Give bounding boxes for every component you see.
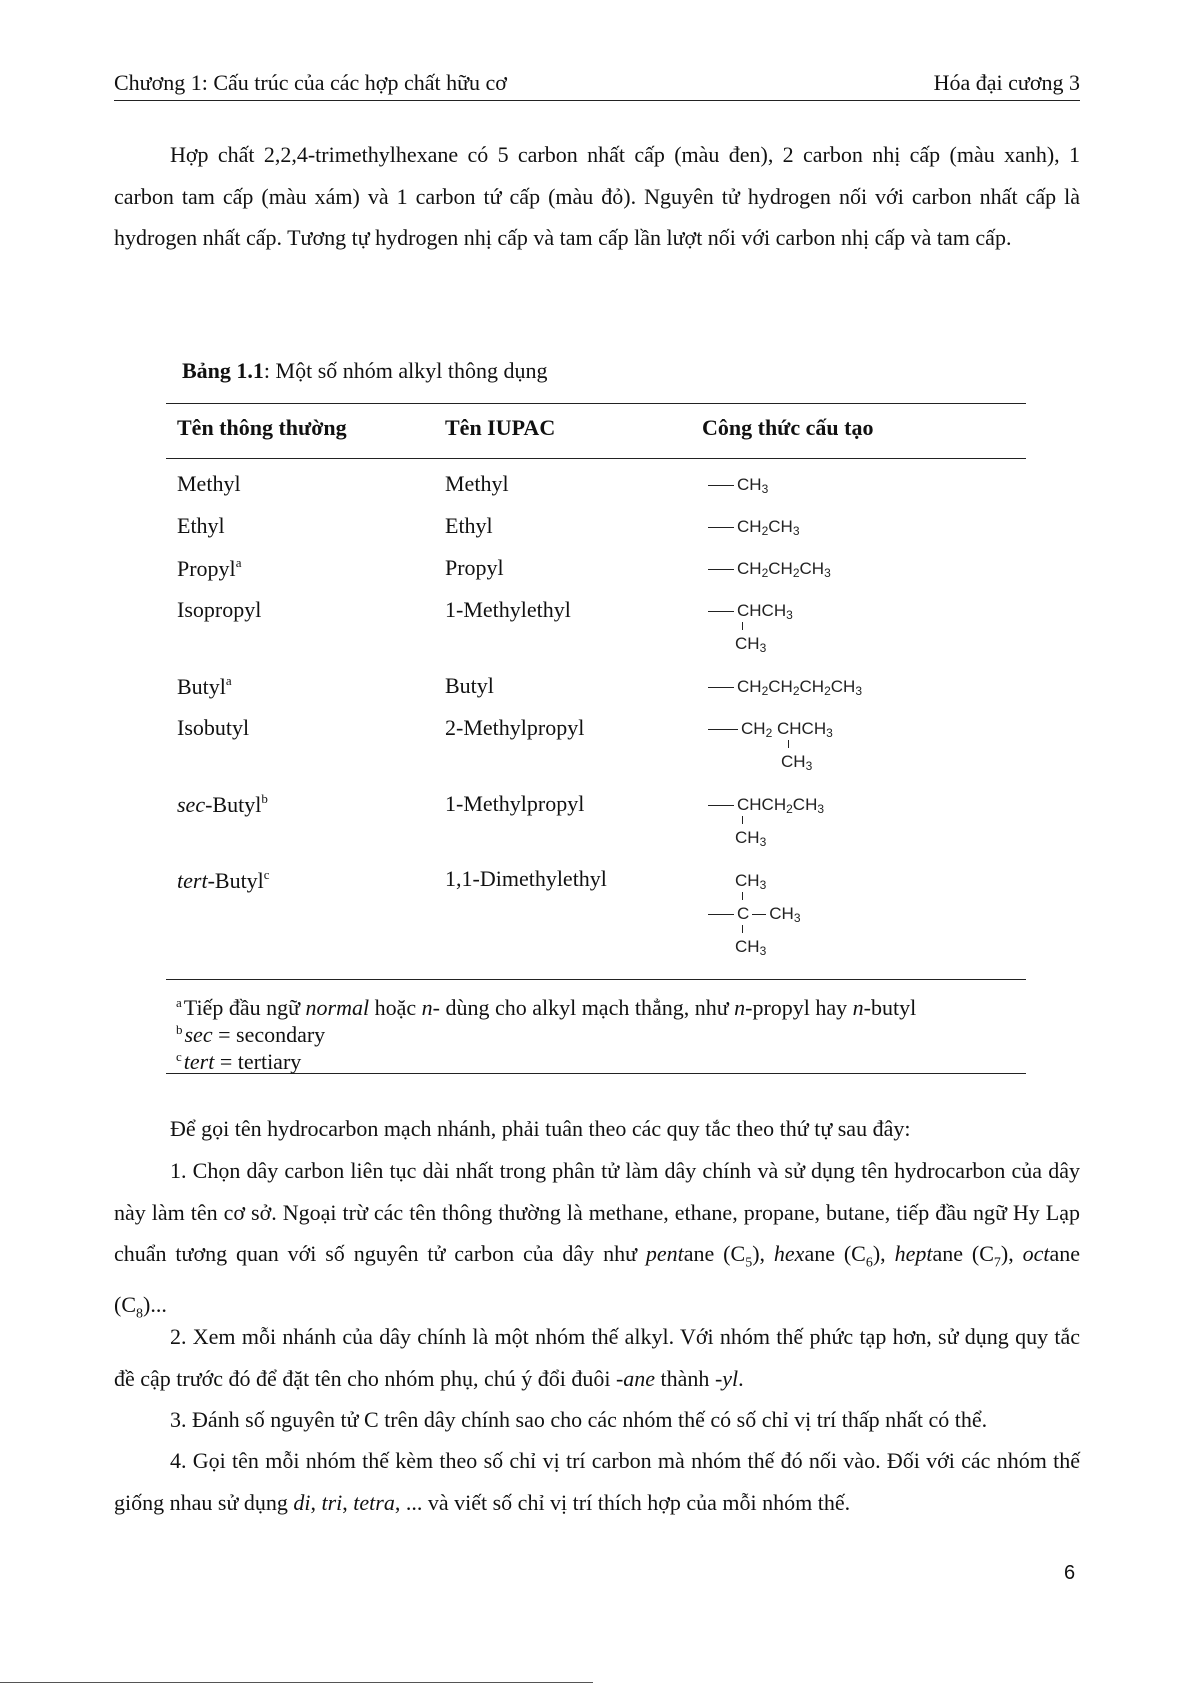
table-row-ethyl-common: Ethyl (177, 513, 225, 538)
course-title: Hóa đại cương 3 (933, 70, 1080, 95)
header-iupac-name: Tên IUPAC (445, 415, 556, 440)
table-row-tert-butyl-common: tert-Butyl$^c$ (177, 867, 270, 893)
bond-tert-butyl-top (742, 892, 743, 900)
footnote-c: $^c$tert = tertiary (176, 1049, 302, 1074)
table-row-tert-butyl-iupac: 1,1-Dimethylethyl (445, 866, 607, 891)
footnote-a: $^a$Tiếp đầu ngữ normal hoặc n- dùng cho alkyl mạch thẳng, như n-propyl hay n-butyl (176, 995, 917, 1020)
table-row-propyl-common: Propyl$^a$ (177, 555, 242, 581)
table-body-rule (166, 979, 1026, 980)
table-row-ethyl-iupac: Ethyl (445, 513, 493, 538)
bond-isopropyl (742, 622, 743, 630)
formula-ethyl: $CH_2CH_3$ (708, 517, 800, 538)
table-row-isopropyl-iupac: 1-Methylethyl (445, 597, 571, 622)
formula-isobutyl-branch: $CH_3$ (781, 752, 813, 773)
table-row-butyl-common: Butyl$^a$ (177, 673, 232, 699)
table-row-sec-butyl-iupac: 1-Methylpropyl (445, 791, 585, 816)
intro-paragraph: Hợp chất 2,2,4-trimethylhexane có 5 carbon nhất cấp (màu đen), 2 carbon nhị cấp (màu xanh), 1 carbon tam cấp (màu xám) và 1 carbon tứ cấp (màu đỏ). Nguyên tử hydrogen nối với carbon nhất cấp là hydrogen nhất cấp. Tương tự hydrogen nhị cấp và tam cấp lần lượt nối với carbon nhị cấp và tam cấp. (114, 142, 1080, 250)
table-row-isobutyl-iupac: 2-Methylpropyl (445, 715, 585, 740)
table-row-isobutyl-common: Isobutyl (177, 715, 250, 740)
rule-4: 4. Gọi tên mỗi nhóm thế kèm theo số chỉ vị trí carbon mà nhóm thế đó nối vào. Đối với các nhóm thế giống nhau sử dụng di, tri, tetra, ... và viết số chỉ vị trí thích hợp của mỗi nhóm thế. (114, 1448, 1080, 1515)
table-row-methyl-iupac: Methyl (445, 471, 509, 496)
table-top-rule (166, 403, 1026, 404)
rules-intro: Để gọi tên hydrocarbon mạch nhánh, phải tuân theo các quy tắc theo thứ tự sau đây: (170, 1116, 911, 1141)
formula-methyl: $CH_3$ (708, 475, 768, 496)
formula-isobutyl: $CH_2$ $CHCH_3$ (708, 719, 833, 740)
formula-isopropyl: $CHCH_3$ (708, 601, 793, 622)
page-number: 6 (1064, 1562, 1076, 1584)
table-row-sec-butyl-common: sec-Butyl$^b$ (177, 791, 268, 817)
bond-sec-butyl (742, 816, 743, 824)
header-structure: Công thức cấu tạo (702, 415, 874, 440)
formula-butyl: $CH_2CH_2CH_2CH_3$ (708, 677, 862, 698)
table-row-isopropyl-common: Isopropyl (177, 597, 262, 622)
table-row-methyl-common: Methyl (177, 471, 241, 496)
table-header-rule (166, 458, 1026, 459)
formula-tert-butyl-center: C $CH_3$ (708, 904, 801, 925)
rule-3: 3. Đánh số nguyên tử C trên dây chính sao cho các nhóm thế có số chỉ vị trí thấp nhất có thể. (170, 1407, 988, 1432)
formula-propyl: $CH_2CH_2CH_3$ (708, 559, 831, 580)
header-common-name: Tên thông thường (177, 415, 347, 440)
formula-tert-butyl-top: $CH_3$ (735, 871, 767, 892)
formula-sec-butyl-branch: $CH_3$ (735, 828, 767, 849)
page-header (114, 70, 1080, 101)
formula-sec-butyl: $CHCH_2CH_3$ (708, 795, 824, 816)
bond-tert-butyl-bottom (742, 925, 743, 933)
rule-2: 2. Xem mỗi nhánh của dây chính là một nhóm thế alkyl. Với nhóm thế phức tạp hơn, sử dụng quy tắc đề cập trước đó để đặt tên cho nhóm phụ, chú ý đổi đuôi -ane thành -yl. (114, 1324, 1080, 1391)
caption-text: : Một số nhóm alkyl thông dụng (263, 358, 548, 383)
chapter-title: Chương 1: Cấu trúc của các hợp chất hữu cơ (114, 70, 507, 95)
formula-isopropyl-branch: $CH_3$ (735, 634, 767, 655)
bottom-divider (0, 1682, 593, 1683)
table-row-butyl-iupac: Butyl (445, 673, 494, 698)
formula-tert-butyl-bottom: $CH_3$ (735, 937, 767, 958)
bond-isobutyl (788, 740, 789, 748)
rule-1: 1. Chọn dây carbon liên tục dài nhất trong phân tử làm dây chính và sử dụng tên hydrocarbon của dây này làm tên cơ sở. Ngoại trừ các tên thông thường là methane, ethane, propane, butane, tiếp đầu ngữ Hy Lạp chuẩn tương quan với số nguyên tử carbon của dây như pentane $(C_5)$, hexane $(C_6)$, heptane $(C_7)$, octane $(C_8)$... (114, 1158, 1081, 1322)
table-caption (182, 358, 547, 384)
table-row-propyl-iupac: Propyl (445, 555, 504, 580)
caption-label: Bảng 1.1 (182, 358, 264, 383)
footnote-b: $^b$sec = secondary (176, 1022, 326, 1047)
